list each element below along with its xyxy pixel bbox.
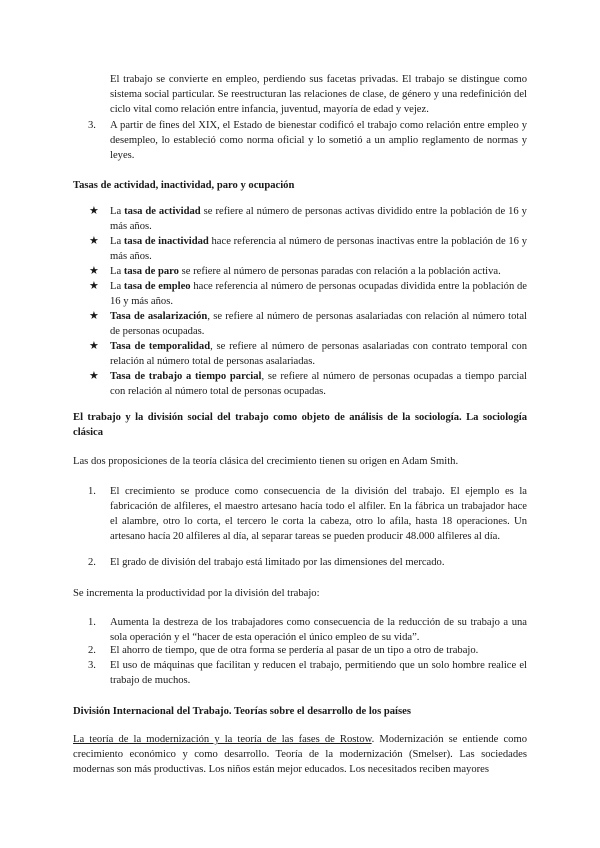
bullet-item: ★ La tasa de empleo hace referencia al número de personas ocupadas dividida entre la población de 16 y más años. [89, 280, 528, 307]
term: Tasa de trabajo a tiempo parcial [110, 371, 262, 382]
bullet-item: ★ La tasa de paro se refiere al número de personas paradas con relación a la población activa. [89, 265, 501, 277]
bullet-item: ★ La tasa de actividad se refiere al número de personas activas dividido entre la población de 16 y más años. [89, 205, 527, 232]
star-icon: ★ [89, 280, 99, 292]
section3-paragraph [73, 732, 527, 777]
intro-continuation-text: El trabajo se convierte en empleo, perdiendo sus facetas privadas. El trabajo se distingue como sistema social particular. Se reestructuran las relaciones de clase, de género y una redefinición del ciclo vital como relación entre infancia, juventud, mayoría de edad y vejez. [110, 74, 527, 115]
term: tasa de inactividad [123, 236, 209, 247]
smith-list-item-1 [88, 484, 527, 544]
list-item-text: El grado de división del trabajo está limitado por las dimensiones del mercado. [110, 557, 445, 568]
term: tasa de empleo [123, 281, 191, 292]
section2-intro [73, 454, 527, 469]
bullet-item: ★ Tasa de trabajo a tiempo parcial, se refiere al número de personas ocupadas a tiempo parcial con relación al número total de personas ocupadas. [89, 370, 527, 397]
paragraph: Se incrementa la productividad por la división del trabajo: [73, 588, 320, 599]
section-heading-rates [73, 178, 527, 193]
paragraph: Las dos proposiciones de la teoría clásica del crecimiento tienen su origen en Adam Smith. [73, 456, 459, 467]
list-number: 3. [88, 660, 96, 671]
paragraph: La teoría de la modernización y la teoría de las fases de Rostow. Modernización se entiende como crecimiento económico y como desarrollo. Teoría de la modernización (Smelser). Las sociedades modernas son más productivas. Los niños están mejor educados. Los necesitados reciben mayores [73, 734, 527, 775]
smith-list-item-2 [88, 555, 527, 570]
term: tasa de actividad [124, 206, 201, 217]
star-icon: ★ [89, 205, 99, 217]
productivity-list-item-2 [88, 643, 527, 658]
term: Tasa de asalarización [110, 311, 208, 322]
star-icon: ★ [89, 310, 99, 322]
section-heading-international [73, 704, 527, 719]
list-number: 1. [88, 617, 96, 628]
list-item-text: A partir de fines del XIX, el Estado de bienestar codificó el trabajo como relación entre empleo y desempleo, lo estableció como norma oficial y lo sometió a un amplio reglamento de normas y leyes. [110, 120, 527, 161]
bullet-item: ★ La tasa de inactividad hace referencia al número de personas inactivas entre la población de 16 y más años. [89, 235, 527, 262]
underlined-phrase: La teoría de la modernización y la teoría de las fases de Rostow [73, 734, 372, 745]
list-number: 2. [88, 557, 96, 568]
star-icon: ★ [89, 370, 99, 382]
star-icon: ★ [89, 235, 99, 247]
list-number: 2. [88, 645, 96, 656]
list-item-text: El ahorro de tiempo, que de otra forma se perdería al pasar de un tipo a otro de trabajo. [110, 645, 479, 656]
section-title: El trabajo y la división social del trabajo como objeto de análisis de la sociología. La sociología clásica [73, 412, 527, 438]
star-icon: ★ [89, 265, 99, 277]
intro-list-item-3 [88, 118, 527, 163]
productivity-list-item-1 [88, 615, 527, 645]
list-item-text: El uso de máquinas que facilitan y reducen el trabajo, permitiendo que un solo hombre realice el trabajo de muchos. [110, 660, 527, 686]
productivity-list-item-3 [88, 658, 527, 688]
term: Tasa de temporalidad [110, 341, 211, 352]
list-item-text: El crecimiento se produce como consecuencia de la división del trabajo. El ejemplo es la fabricación de alfileres, el maestro artesano hacía todo el alfiler. En la fábrica un trabajador hace el alambre, otro lo corta, el tercero le corta la cabeza, otro lo afila, hasta 18 operaciones. Un artesano hacía 20 alfileres al día, al separar tareas se pueden producir 48.000 alfileres al día. [110, 486, 527, 542]
bullet-item: ★ Tasa de asalarización, se refiere al número de personas asalariadas con relación al número total de personas ocupadas. [89, 310, 528, 337]
bullet-item: ★ Tasa de temporalidad, se refiere al número de personas asalariadas con contrato temporal con relación al número total de personas asalariadas. [89, 340, 527, 367]
section-title: Tasas de actividad, inactividad, paro y ocupación [73, 180, 295, 191]
term: tasa de paro [123, 266, 179, 277]
list-item-text: Aumenta la destreza de los trabajadores como consecuencia de la reducción de su trabajo a una sola operación y el “hacer de esta operación el único empleo de su vida”. [110, 617, 527, 643]
intro-continuation-block [110, 72, 527, 117]
star-icon: ★ [89, 340, 99, 352]
section-heading-sociology [73, 410, 527, 440]
list-number: 3. [88, 120, 96, 131]
section-title: División Internacional del Trabajo. Teorías sobre el desarrollo de los países [73, 706, 411, 717]
list-number: 1. [88, 486, 96, 497]
section2-intro2 [73, 586, 527, 601]
